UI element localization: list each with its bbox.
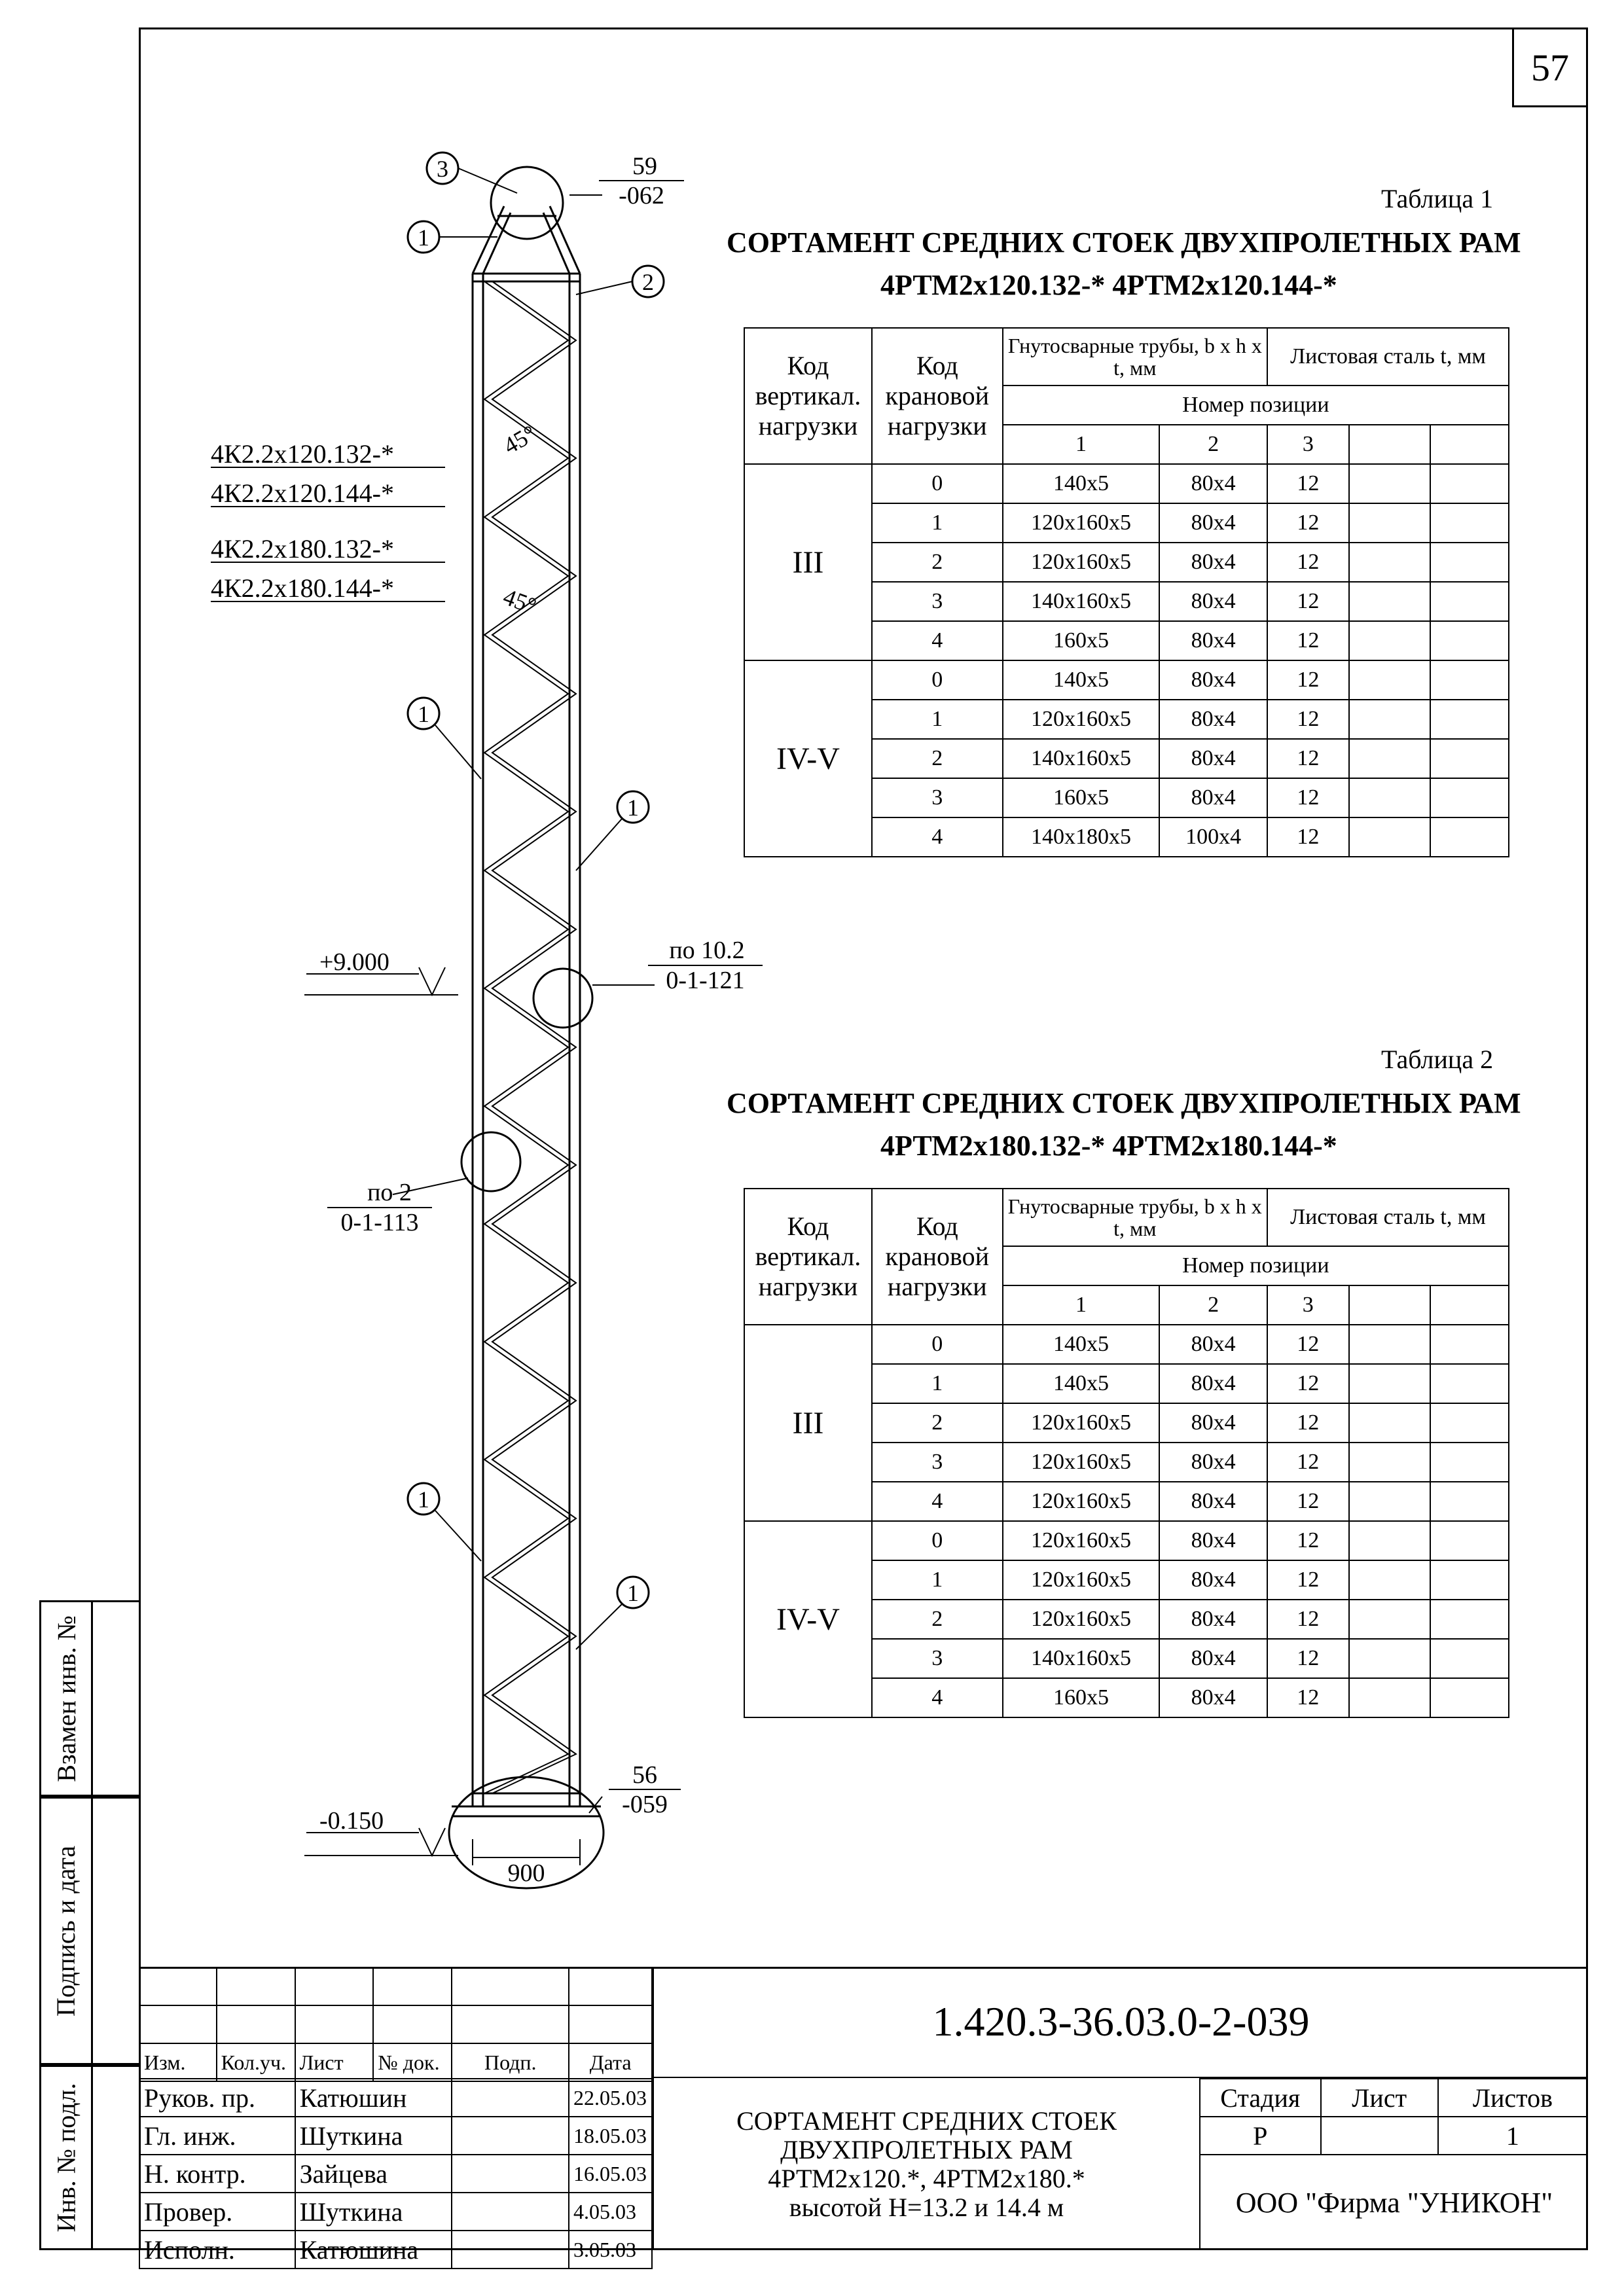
- table1-pos-1: 1: [1003, 425, 1160, 464]
- person-name: Шуткина: [295, 2193, 452, 2231]
- pos-callout-2: 2: [642, 269, 654, 295]
- pos3-value: 12: [1267, 1639, 1349, 1678]
- table2-pos-3: 3: [1267, 1285, 1349, 1325]
- person-name: Катюшина: [295, 2231, 452, 2269]
- doc-title-line: высотой Н=13.2 и 14.4 м: [789, 2192, 1064, 2222]
- crane-code: 4: [872, 1678, 1003, 1717]
- sheets-label: Листов: [1438, 2079, 1587, 2117]
- person-name: Катюшин: [295, 2079, 452, 2117]
- pos2-value: 80х4: [1159, 1560, 1267, 1600]
- table-row: [744, 1325, 1509, 1364]
- pos1-value: 160х5: [1003, 1678, 1160, 1717]
- sign-date: 3.05.03: [569, 2231, 652, 2269]
- pos1-value: 140х180х5: [1003, 817, 1160, 857]
- pos1-value: 140х5: [1003, 660, 1160, 700]
- mark-label: 4К2.2х180.132-*: [211, 534, 394, 564]
- role: Н. контр.: [139, 2155, 295, 2193]
- pos-callout-1: 1: [627, 1580, 639, 1606]
- table1-title: СОРТАМЕНТ СРЕДНИХ СТОЕК ДВУХПРОЛЕТНЫХ РАМ: [727, 226, 1521, 259]
- pos3-value: 12: [1267, 621, 1349, 660]
- role: Гл. инж.: [139, 2117, 295, 2155]
- pos2-value: 80х4: [1159, 503, 1267, 543]
- pos3-value: 12: [1267, 582, 1349, 621]
- top-ref-number: 59: [632, 152, 657, 180]
- pos3-value: 12: [1267, 1364, 1349, 1403]
- pos3-value: 12: [1267, 739, 1349, 778]
- sheets-value: 1: [1438, 2117, 1587, 2155]
- table1-head-pipes: Гнутосварные трубы, b x h x t, мм: [1003, 328, 1267, 386]
- pos3-value: 12: [1267, 464, 1349, 503]
- sign-date: 16.05.03: [569, 2155, 652, 2193]
- table2-title: СОРТАМЕНТ СРЕДНИХ СТОЕК ДВУХПРОЛЕТНЫХ РАМ: [727, 1087, 1521, 1119]
- pos2-value: 80х4: [1159, 1678, 1267, 1717]
- pos2-value: 80х4: [1159, 1639, 1267, 1678]
- table-row: [139, 2079, 652, 2117]
- pos1-value: 140х5: [1003, 1325, 1160, 1364]
- pos3-value: 12: [1267, 1600, 1349, 1639]
- table1-group-code: IV-V: [744, 660, 872, 857]
- pos3-value: 12: [1267, 817, 1349, 857]
- level-lower: -0.150: [319, 1807, 384, 1835]
- crane-code: 2: [872, 543, 1003, 582]
- table-row: [744, 1521, 1509, 1560]
- crane-code: 3: [872, 582, 1003, 621]
- pos2-value: 80х4: [1159, 621, 1267, 660]
- table2-head-position: Номер позиции: [1003, 1246, 1509, 1285]
- stage-label: Стадия: [1200, 2079, 1321, 2117]
- crane-code: 0: [872, 464, 1003, 503]
- pos3-value: 12: [1267, 1678, 1349, 1717]
- table2-pos-2: 2: [1159, 1285, 1267, 1325]
- pos1-value: 140х5: [1003, 1364, 1160, 1403]
- table1-subtitle: 4РТМ2х120.132-* 4РТМ2х120.144-*: [880, 269, 1337, 301]
- crane-code: 2: [872, 1600, 1003, 1639]
- person-name: Шуткина: [295, 2117, 452, 2155]
- pos2-value: 80х4: [1159, 700, 1267, 739]
- pos1-value: 140х160х5: [1003, 739, 1160, 778]
- pos1-value: 120х160х5: [1003, 543, 1160, 582]
- table1-head-vertical: Код вертикал. нагрузки: [744, 328, 872, 464]
- table2: [744, 1188, 1509, 1718]
- doc-title-line: ДВУХПРОЛЕТНЫХ РАМ: [780, 2134, 1073, 2164]
- pos1-value: 120х160х5: [1003, 1560, 1160, 1600]
- person-name: Зайцева: [295, 2155, 452, 2193]
- replaced-inv-label: Взамен инв. №: [51, 1615, 81, 1782]
- pos-callout-1: 1: [627, 795, 639, 821]
- pos3-value: 12: [1267, 700, 1349, 739]
- node-left-sheet: 0-1-113: [327, 1207, 432, 1237]
- table2-head-sheet: Листовая сталь t, мм: [1267, 1189, 1509, 1246]
- table1-pos-3: 3: [1267, 425, 1349, 464]
- pos2-value: 80х4: [1159, 1521, 1267, 1560]
- pos-callout-1: 1: [418, 224, 429, 251]
- table2-caption: Таблица 2: [1381, 1045, 1494, 1074]
- table1-pos-2: 2: [1159, 425, 1267, 464]
- table2-head-crane: Код крановой нагрузки: [872, 1189, 1003, 1325]
- crane-code: 1: [872, 1364, 1003, 1403]
- col-sign: Подп.: [452, 2043, 569, 2081]
- pos1-value: 140х160х5: [1003, 582, 1160, 621]
- angle-label: 45°: [499, 420, 541, 459]
- angle-label: 45°: [499, 583, 540, 620]
- crane-code: 0: [872, 660, 1003, 700]
- pos2-value: 80х4: [1159, 1325, 1267, 1364]
- pos1-value: 160х5: [1003, 621, 1160, 660]
- inv-original-label: Инв. № подл.: [51, 2083, 81, 2233]
- crane-code: 1: [872, 1560, 1003, 1600]
- node-right-ref: по 10.2: [669, 937, 745, 964]
- doc-title: [653, 2078, 1199, 2250]
- pos3-value: 12: [1267, 1325, 1349, 1364]
- company-name: ООО "Фирма "УНИКОН": [1199, 2154, 1588, 2250]
- crane-code: 0: [872, 1521, 1003, 1560]
- pos3-value: 12: [1267, 1521, 1349, 1560]
- node-left-ref: по 2: [367, 1179, 412, 1206]
- signatures-table: [139, 2078, 653, 2269]
- pos2-value: 80х4: [1159, 1600, 1267, 1639]
- table2-head-pipes: Гнутосварные трубы, b x h x t, мм: [1003, 1189, 1267, 1246]
- pos2-value: 80х4: [1159, 739, 1267, 778]
- col-date: Дата: [569, 2043, 652, 2081]
- table-row: [744, 464, 1509, 503]
- doc-code: 1.420.3-36.03.0-2-039: [653, 1967, 1588, 2078]
- col-sheet: Лист: [295, 2043, 374, 2081]
- pos2-value: 80х4: [1159, 1403, 1267, 1443]
- pos3-value: 12: [1267, 1403, 1349, 1443]
- revision-table: [139, 1967, 653, 2082]
- pos3-value: 12: [1267, 543, 1349, 582]
- crane-code: 1: [872, 503, 1003, 543]
- pos2-value: 80х4: [1159, 1482, 1267, 1521]
- sign-date-label: Подпись и дата: [51, 1845, 81, 2017]
- pos-callout-1: 1: [418, 1486, 429, 1513]
- pos2-value: 80х4: [1159, 464, 1267, 503]
- crane-code: 2: [872, 1403, 1003, 1443]
- crane-code: 4: [872, 817, 1003, 857]
- table2-pos-1: 1: [1003, 1285, 1160, 1325]
- table1-head-position: Номер позиции: [1003, 386, 1509, 425]
- doc-title-line: СОРТАМЕНТ СРЕДНИХ СТОЕК: [736, 2106, 1117, 2136]
- table1-head-sheet: Листовая сталь t, мм: [1267, 328, 1509, 386]
- pos2-value: 80х4: [1159, 660, 1267, 700]
- col-count: Кол.уч.: [217, 2043, 295, 2081]
- pos1-value: 120х160х5: [1003, 1482, 1160, 1521]
- node-right-sheet: 0-1-121: [648, 965, 763, 995]
- table1-head-crane: Код крановой нагрузки: [872, 328, 1003, 464]
- table1: [744, 327, 1509, 857]
- pos1-value: 120х160х5: [1003, 700, 1160, 739]
- role: Исполн.: [139, 2231, 295, 2269]
- sign-date: 4.05.03: [569, 2193, 652, 2231]
- table1-caption: Таблица 1: [1381, 184, 1494, 213]
- stage-value: Р: [1200, 2117, 1321, 2155]
- table-row: [139, 2117, 652, 2155]
- pos3-value: 12: [1267, 660, 1349, 700]
- pos2-value: 80х4: [1159, 1364, 1267, 1403]
- pos1-value: 120х160х5: [1003, 503, 1160, 543]
- doc-title-line: 4РТМ2х120.*, 4РТМ2х180.*: [768, 2163, 1085, 2193]
- table2-group-code: IV-V: [744, 1521, 872, 1717]
- crane-code: 4: [872, 1482, 1003, 1521]
- table2-group-code: III: [744, 1325, 872, 1521]
- pos3-value: 12: [1267, 778, 1349, 817]
- crane-code: 3: [872, 778, 1003, 817]
- crane-code: 1: [872, 700, 1003, 739]
- pos3-value: 12: [1267, 1482, 1349, 1521]
- stage-table: [1199, 2078, 1588, 2155]
- mark-label: 4К2.2х120.132-*: [211, 439, 394, 469]
- bottom-ref-sheet: -059: [609, 1789, 681, 1819]
- table-row: [744, 660, 1509, 700]
- col-change: Изм.: [139, 2043, 217, 2081]
- table-row: [139, 2193, 652, 2231]
- pos1-value: 160х5: [1003, 778, 1160, 817]
- sign-date: 18.05.03: [569, 2117, 652, 2155]
- mark-label: 4К2.2х180.144-*: [211, 573, 394, 603]
- pos-callout-3: 3: [437, 156, 448, 182]
- pos-callout-1: 1: [418, 701, 429, 727]
- pos3-value: 12: [1267, 1560, 1349, 1600]
- pos1-value: 140х160х5: [1003, 1639, 1160, 1678]
- pos2-value: 80х4: [1159, 1443, 1267, 1482]
- sign-date: 22.05.03: [569, 2079, 652, 2117]
- pos2-value: 80х4: [1159, 543, 1267, 582]
- table2-subtitle: 4РТМ2х180.132-* 4РТМ2х180.144-*: [880, 1130, 1337, 1162]
- table-row: [139, 2231, 652, 2269]
- top-ref-sheet: -062: [599, 180, 684, 210]
- crane-code: 2: [872, 739, 1003, 778]
- pos2-value: 100х4: [1159, 817, 1267, 857]
- pos2-value: 80х4: [1159, 582, 1267, 621]
- bottom-ref-number: 56: [632, 1761, 657, 1789]
- crane-code: 0: [872, 1325, 1003, 1364]
- level-upper: +9.000: [319, 948, 389, 976]
- crane-code: 3: [872, 1639, 1003, 1678]
- pos2-value: 80х4: [1159, 778, 1267, 817]
- pos1-value: 120х160х5: [1003, 1403, 1160, 1443]
- pos1-value: 120х160х5: [1003, 1443, 1160, 1482]
- col-docno: № док.: [373, 2043, 452, 2081]
- role: Руков. пр.: [139, 2079, 295, 2117]
- base-width: 900: [507, 1859, 545, 1887]
- table1-group-code: III: [744, 464, 872, 660]
- role: Провер.: [139, 2193, 295, 2231]
- pos3-value: 12: [1267, 503, 1349, 543]
- crane-code: 3: [872, 1443, 1003, 1482]
- sheet-label: Лист: [1321, 2079, 1438, 2117]
- table-row: [139, 2155, 652, 2193]
- pos1-value: 120х160х5: [1003, 1600, 1160, 1639]
- crane-code: 4: [872, 621, 1003, 660]
- table2-head-vertical: Код вертикал. нагрузки: [744, 1189, 872, 1325]
- pos1-value: 140х5: [1003, 464, 1160, 503]
- mark-label: 4К2.2х120.144-*: [211, 478, 394, 508]
- pos1-value: 120х160х5: [1003, 1521, 1160, 1560]
- sheet-number: 57: [1512, 27, 1588, 107]
- pos3-value: 12: [1267, 1443, 1349, 1482]
